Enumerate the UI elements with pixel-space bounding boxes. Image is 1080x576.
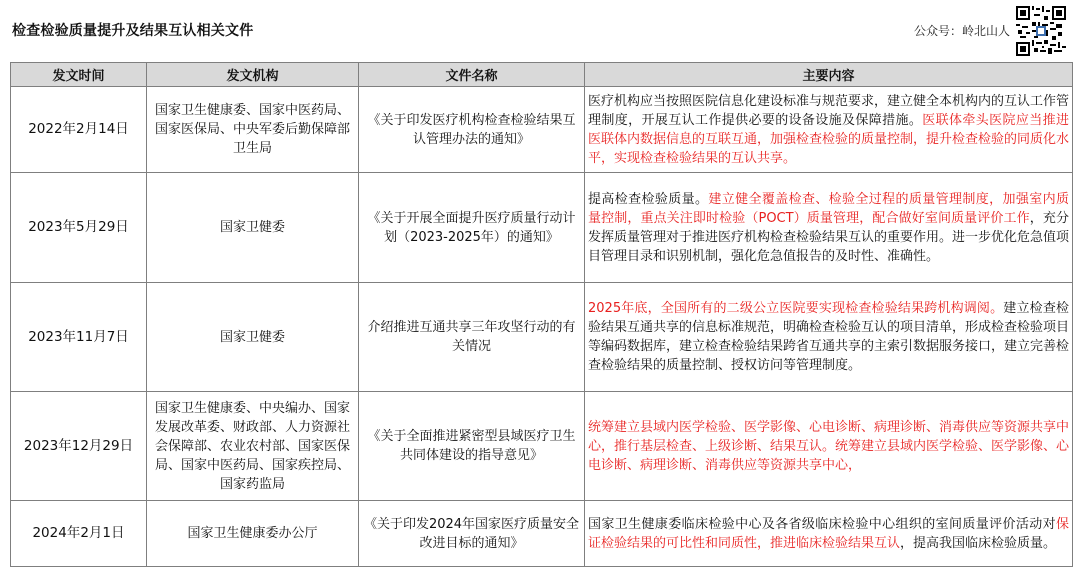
column-header-date: 发文时间 <box>11 63 147 87</box>
content-text: 建立检查检验结果互通共享的信息标准规范，明确检查检验互认的项目清单，形成检查检验项目等编码数据库，建立检查检验结果跨省互通共享的主索引数据服务接口，建立完善检查检验结果的质量控制、授权访问等管理制度。 <box>588 301 1070 373</box>
cell-org: 国家卫健委 <box>147 283 359 392</box>
content-text: ，提高我国临床检验质量。 <box>900 535 1057 551</box>
content-highlight: 2025年底，全国所有的二级公立医院要实现检查检验结果跨机构调阅。 <box>588 301 1004 316</box>
content-text: 国家卫生健康委临床检验中心及各省级临床检验中心组织的室间质量评价活动对 <box>588 516 1056 532</box>
cell-date: 2024年2月1日 <box>11 501 147 567</box>
column-header-doc: 文件名称 <box>359 63 585 87</box>
cell-content <box>585 392 1073 501</box>
cell-content <box>585 283 1073 392</box>
cell-doc: 《关于印发医疗机构检查检验结果互认管理办法的通知》 <box>359 87 585 173</box>
content-highlight: 医联体牵头医院应当推进医联体内数据信息的互联互通，加强检查检验的质量控制，提升检查检验的同质化水平，实现检查检验结果的互认共享。 <box>588 112 1070 166</box>
table-header-row <box>11 63 1073 87</box>
cell-doc: 《关于开展全面提升医疗质量行动计划（2023-2025年）的通知》 <box>359 173 585 283</box>
cell-org: 国家卫生健康委、国家中医药局、国家医保局、中央军委后勤保障部卫生局 <box>147 87 359 173</box>
cell-org: 国家卫生健康委办公厅 <box>147 501 359 567</box>
cell-date: 2023年12月29日 <box>11 392 147 501</box>
table-row <box>11 173 1073 283</box>
cell-content <box>585 501 1073 567</box>
cell-doc: 介绍推进互通共享三年攻坚行动的有关情况 <box>359 283 585 392</box>
cell-org: 国家卫生健康委、中央编办、国家发展改革委、财政部、人力资源社会保障部、农业农村部、国家医保局、国家中医药局、国家疾控局、国家药监局 <box>147 392 359 501</box>
account-label: 公众号：岭北山人 <box>913 24 1010 38</box>
content-text: 医疗机构应当按照医院信息化建设标准与规范要求，建立健全本机构内的互认工作管理制度，开展互认工作提供必要的设备设施及保障措施。 <box>588 93 1070 128</box>
content-text: 提高检查检验质量。 <box>588 191 709 207</box>
cell-doc: 《关于全面推进紧密型县域医疗卫生共同体建设的指导意见》 <box>359 392 585 501</box>
cell-content <box>585 173 1073 283</box>
cell-date: 2022年2月14日 <box>11 87 147 173</box>
content-text: ，充分发挥质量管理对于推进医疗机构检查检验结果互认的重要作用。进一步优化危急值项目管理目录和识别机制，强化危急值报告的及时性、准确性。 <box>588 210 1070 264</box>
table-row <box>11 283 1073 392</box>
qr-code-icon <box>1016 6 1066 56</box>
table-row <box>11 87 1073 173</box>
table-row <box>11 392 1073 501</box>
content-highlight: 统筹建立县域内医学检验、医学影像、心电诊断、病理诊断、消毒供应等资源共享中心，推行基层检查、上级诊断、结果互认。统筹建立县域内医学检验、医学影像、心电诊断、病理诊断、消毒供应等资源共享中心， <box>588 419 1070 473</box>
cell-date: 2023年5月29日 <box>11 173 147 283</box>
cell-content <box>585 87 1073 173</box>
content-highlight: 建立健全覆盖检查、检验全过程的质量管理制度，加强室内质量控制，重点关注即时检验（POCT）质量管理，配合做好室间质量评价工作 <box>588 191 1069 226</box>
page-title: 检查检验质量提升及结果互认相关文件 <box>12 23 254 39</box>
cell-doc: 《关于印发2024年国家医疗质量安全改进目标的通知》 <box>359 501 585 567</box>
documents-table <box>10 62 1073 567</box>
cell-org: 国家卫健委 <box>147 173 359 283</box>
cell-date: 2023年11月7日 <box>11 283 147 392</box>
content-highlight: 保证检验结果的可比性和同质性，推进临床检验结果互认 <box>588 516 1069 551</box>
table-row <box>11 501 1073 567</box>
column-header-org: 发文机构 <box>147 63 359 87</box>
column-header-content: 主要内容 <box>585 63 1073 87</box>
